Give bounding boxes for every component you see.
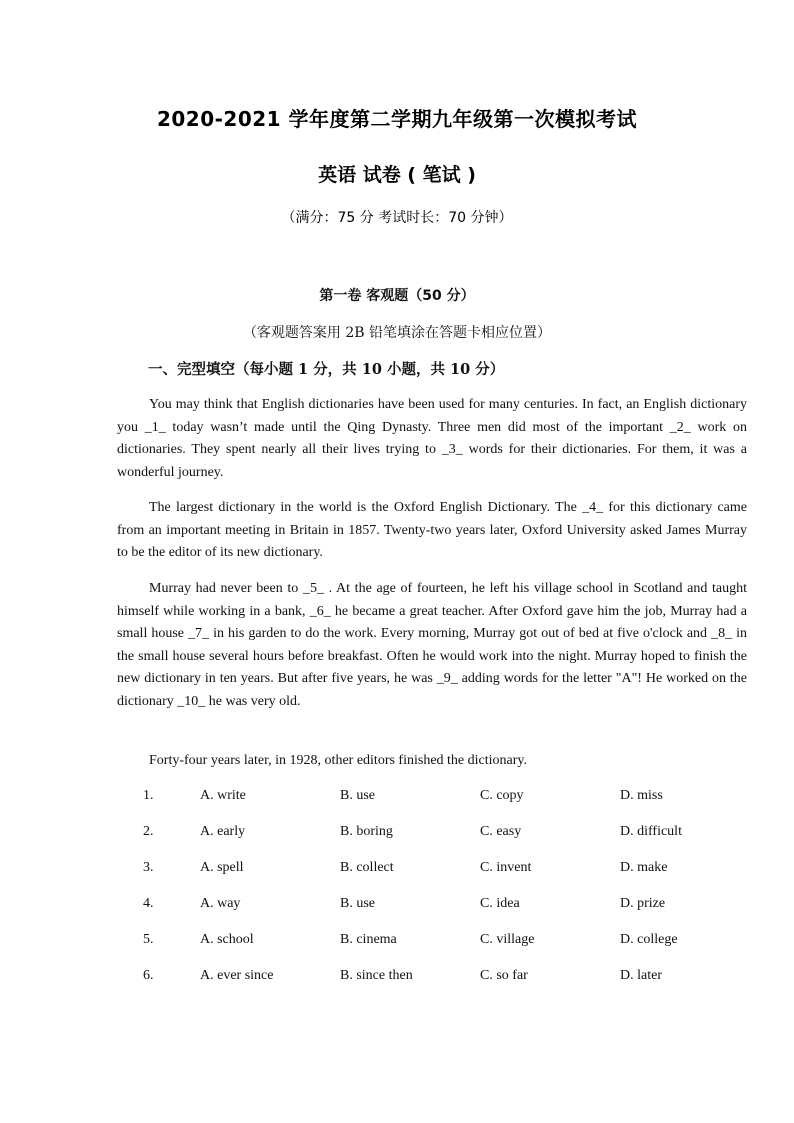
option-b: B. collect xyxy=(340,860,394,875)
option-d: D. later xyxy=(620,968,662,983)
option-c: C. invent xyxy=(480,860,532,875)
passage-paragraph: Murray had never been to _5_ . At the age of fourteen, he left his village school in Scotland and taught himself while working in a bank, _6_ he became a great teacher. After Oxford gave him the job, Murray had a small house _7_ in his garden to do the work. Every morning, Murray got out of bed at five o'clock and _8_ in the small house several hours before breakfast. Often he would work into the night. Murray hoped to finish the new dictionary in ten years. But after five years, he was _9_ adding words for the letter "A"! He worked on the dictionary _10_ he was very old. xyxy=(117,581,747,709)
option-b: B. boring xyxy=(340,824,393,839)
question-number: 2. xyxy=(143,824,154,839)
exam-meta: （满分：75 分 考试时长：70 分钟） xyxy=(281,210,513,226)
part-title: 一、完型填空（每小题 1 分，共 10 小题，共 10 分） xyxy=(148,361,505,378)
option-b: B. use xyxy=(340,896,375,911)
option-a: A. ever since xyxy=(200,968,274,983)
section-title: 第一卷 客观题（50 分） xyxy=(319,288,475,304)
option-d: D. miss xyxy=(620,788,663,803)
option-d: D. college xyxy=(620,932,678,947)
question-number: 3. xyxy=(143,860,154,875)
question-number: 6. xyxy=(143,968,154,983)
question-row xyxy=(0,784,794,820)
option-b: B. since then xyxy=(340,968,413,983)
option-a: A. early xyxy=(200,824,246,839)
option-c: C. idea xyxy=(480,896,520,911)
option-d: D. prize xyxy=(620,896,666,911)
option-c: C. easy xyxy=(480,824,522,839)
question-options xyxy=(0,784,794,1000)
question-number: 4. xyxy=(143,896,154,911)
option-b: B. use xyxy=(340,788,375,803)
option-b: B. cinema xyxy=(340,932,397,947)
question-row xyxy=(0,892,794,928)
passage-paragraph: The largest dictionary in the world is the Oxford English Dictionary. The _4_ for this dictionary came from an important meeting in Britain in 1857. Twenty-two years later, Oxford University asked James Murray to be the editor of its new dictionary. xyxy=(117,500,747,561)
option-a: A. way xyxy=(200,896,241,911)
option-a: A. school xyxy=(200,932,254,947)
question-row xyxy=(0,856,794,892)
option-c: C. copy xyxy=(480,788,524,803)
question-row xyxy=(0,820,794,856)
question-row xyxy=(0,928,794,964)
exam-subtitle: 英语 试卷 ( 笔试 ) xyxy=(318,164,476,186)
option-c: C. village xyxy=(480,932,535,947)
passage-paragraph: Forty-four years later, in 1928, other editors finished the dictionary. xyxy=(149,753,527,768)
section-note: （客观题答案用 2B 铅笔填涂在答题卡相应位置） xyxy=(242,325,552,341)
passage-paragraph: You may think that English dictionaries have been used for many centuries. In fact, an English dictionary you _1_ today wasn’t made until the Qing Dynasty. Three men did most of the important _2_ work on dictionaries. They spent nearly all their lives trying to _3_ words for their dictionaries. For them, it was a wonderful journey. xyxy=(117,397,747,480)
option-a: A. spell xyxy=(200,860,244,875)
question-number: 1. xyxy=(143,788,154,803)
question-row xyxy=(0,964,794,1000)
option-c: C. so far xyxy=(480,968,528,983)
question-number: 5. xyxy=(143,932,154,947)
option-d: D. difficult xyxy=(620,824,682,839)
exam-title: 2020-2021 学年度第二学期九年级第一次模拟考试 xyxy=(156,107,638,131)
option-d: D. make xyxy=(620,860,668,875)
option-a: A. write xyxy=(200,788,246,803)
